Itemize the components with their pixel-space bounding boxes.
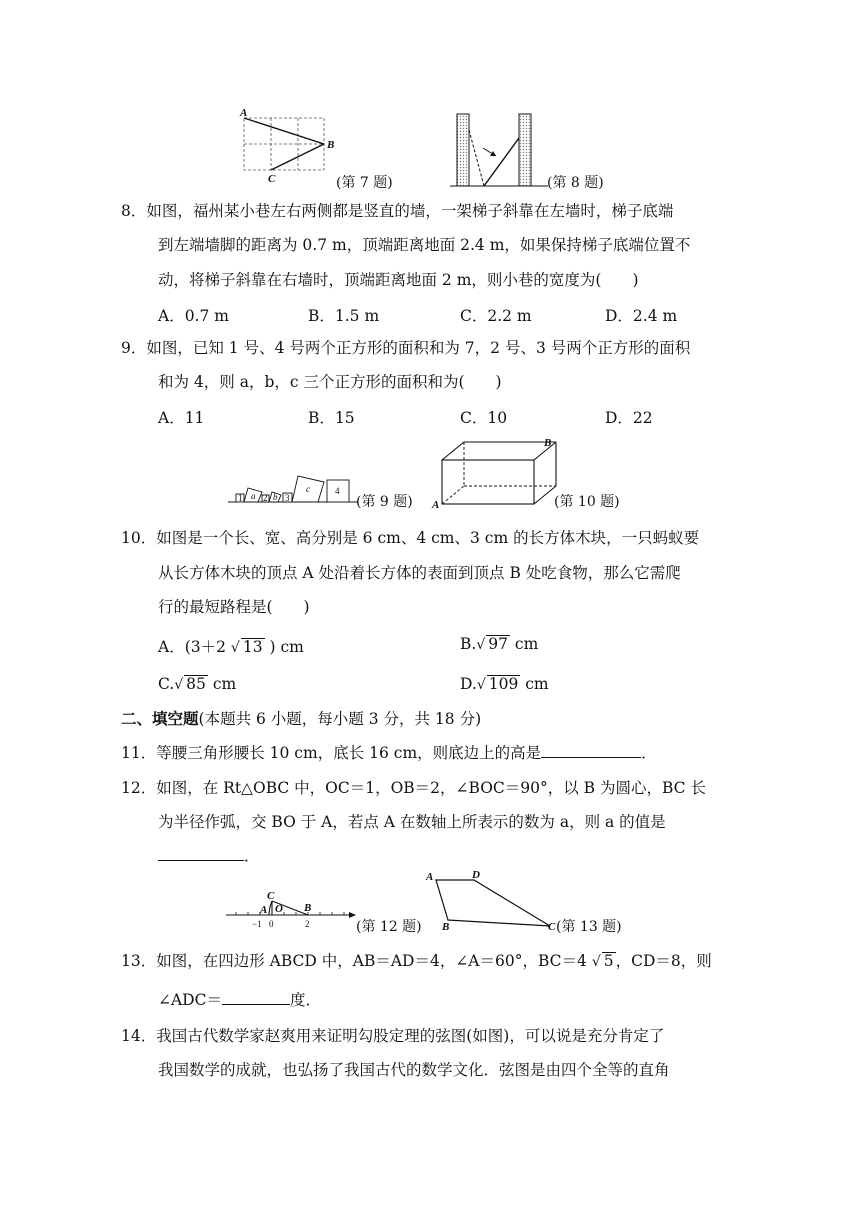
section-2-title: 二、填空题	[121, 709, 199, 728]
q10-option-d-pre: D.	[460, 675, 477, 693]
q12-text-1: 如图，在 Rt△OBC 中，OC＝1，OB＝2，∠BOC＝90°，以 B 为圆心，BC 长	[156, 779, 706, 797]
q12-number: 12．	[121, 779, 157, 797]
figure-13	[420, 868, 560, 932]
fig9-label-a: a	[251, 491, 256, 501]
fig9-label-4: 4	[335, 486, 340, 496]
q13-answer-blank[interactable]	[222, 990, 290, 1005]
q10-option-c-radicand: 85	[186, 675, 206, 693]
q10-option-c-post: cm	[207, 675, 237, 693]
q10-option-b[interactable]: B.√ 97 cm	[460, 635, 539, 653]
q10-option-d[interactable]: D.√ 109 cm	[460, 675, 549, 693]
fig13-label-a: A	[426, 871, 434, 883]
q14-line-1	[121, 1026, 664, 1046]
fig9-caption: (第 9 题)	[356, 494, 413, 510]
q13-text-1-pre: 如图，在四边形 ABCD 中，AB＝AD＝4，∠A＝60°，BC＝4	[156, 952, 587, 970]
fig12-caption: (第 12 题)	[356, 919, 422, 935]
q13-text-2-pre: ∠ADC＝	[158, 991, 222, 1009]
q10-line-1	[121, 528, 699, 548]
q12-end: ．	[244, 847, 260, 865]
q10-text-1: 如图是一个长、宽、高分别是 6 cm、4 cm、3 cm 的长方体木块，一只蚂蚁要	[156, 529, 700, 547]
q11-end: ．	[641, 744, 657, 762]
q8-option-c[interactable]: C．2.2 m	[460, 307, 532, 325]
fig9-label-3: 3	[285, 493, 290, 503]
q13-text-2-post: 度．	[289, 991, 321, 1009]
q8-line-1	[121, 201, 673, 221]
q10-option-d-post: cm	[520, 675, 549, 693]
q10-number: 10．	[121, 529, 157, 547]
fig10-label-a: A	[432, 499, 440, 511]
fig12-label-b: B	[304, 902, 312, 914]
q12-line-1	[121, 778, 706, 798]
q8-number: 8．	[121, 202, 147, 220]
q10-option-a-radicand: 13	[242, 638, 263, 656]
fig10-caption: (第 10 题)	[554, 494, 620, 510]
section-2-desc: (本题共 6 小题，每小题 3 分，共 18 分)	[198, 710, 482, 728]
q9-number: 9．	[121, 339, 147, 357]
q14-text-1: 我国古代数学家赵爽用来证明勾股定理的弦图(如图)，可以说是充分肯定了	[156, 1027, 665, 1045]
fig13-caption: (第 13 题)	[556, 919, 622, 935]
q10-text-2: 从长方体木块的顶点 A 处沿着长方体的表面到顶点 B 处吃食物，那么它需爬	[158, 564, 681, 582]
fig12-label-a: A	[260, 904, 268, 916]
q11-number: 11．	[121, 744, 157, 762]
figure-8	[450, 112, 550, 188]
fig9-label-c: c	[306, 484, 310, 494]
q8-text-2: 到左端墙脚的距离为 0.7 m，顶端距离地面 2.4 m，如果保持梯子底端位置不	[158, 236, 691, 254]
q11-line	[121, 743, 657, 763]
figure-12	[224, 889, 358, 933]
q9-option-a[interactable]: A．11	[158, 409, 205, 427]
q11-text: 等腰三角形腰长 10 cm，底长 16 cm，则底边上的高是	[156, 744, 542, 762]
q12-line-3	[158, 846, 260, 866]
q12-answer-blank[interactable]	[158, 846, 244, 861]
q10-option-a-pre: A．(3＋2	[158, 638, 226, 656]
q12-text-2: 为半径作弧，交 BO 于 A，若点 A 在数轴上所表示的数为 a，则 a 的值是	[158, 813, 666, 831]
q8-text-3: 动，将梯子斜靠在右墙时，顶端距离地面 2 m，则小巷的宽度为( )	[158, 271, 639, 289]
q8-option-a[interactable]: A．0.7 m	[158, 307, 229, 325]
fig8-caption: (第 8 题)	[547, 175, 604, 191]
fig13-label-b: B	[442, 921, 450, 933]
fig7-label-b: B	[327, 139, 335, 151]
q11-answer-blank[interactable]	[541, 743, 641, 758]
figure-10	[432, 436, 562, 510]
fig13-label-c: C	[548, 921, 556, 933]
q9-text-2: 和为 4，则 a，b，c 三个正方形的面积和为( )	[158, 373, 502, 391]
q13-line-1: 13．如图，在四边形 ABCD 中，AB＝AD＝4，∠A＝60°，BC＝4 √ 5 ，CD＝8，则	[121, 952, 712, 970]
q9-text-1: 如图，已知 1 号、4 号两个正方形的面积和为 7，2 号、3 号两个正方形的面积	[146, 339, 691, 357]
q10-text-3: 行的最短路程是( )	[158, 598, 310, 616]
q13-line-2	[158, 990, 321, 1010]
fig9-label-b: b	[273, 492, 278, 502]
fig12-label-c: C	[267, 890, 275, 902]
fig9-label-2: 2	[263, 493, 268, 503]
q14-number: 14．	[121, 1027, 157, 1045]
q9-option-b[interactable]: B．15	[308, 409, 355, 427]
q13-text-1-post: ，CD＝8，则	[615, 952, 712, 970]
fig12-tick-2: 2	[305, 919, 310, 929]
q10-option-c[interactable]: C.√ 85 cm	[158, 675, 237, 693]
q13-number: 13．	[121, 952, 157, 970]
q9-line-1	[121, 338, 690, 358]
q10-option-a[interactable]: A．(3＋2 √ 13 ) cm	[158, 638, 304, 656]
figure-7	[236, 106, 346, 186]
fig10-label-b: B	[544, 437, 552, 449]
fig12-label-o: O	[275, 903, 283, 915]
q9-option-c[interactable]: C．10	[460, 409, 508, 427]
fig7-label-c: C	[268, 173, 276, 185]
fig12-tick-minus1: −1	[252, 919, 262, 929]
fig13-label-d: D	[472, 869, 480, 881]
q13-radicand: 5	[603, 952, 614, 970]
fig12-tick-0: 0	[269, 919, 274, 929]
figure-9	[228, 468, 358, 504]
q10-option-d-radicand: 109	[488, 675, 519, 693]
q10-option-a-post: ) cm	[269, 638, 304, 656]
q14-text-2: 我国数学的成就，也弘扬了我国古代的数学文化．弦图是由四个全等的直角	[158, 1061, 670, 1079]
fig7-caption: (第 7 题)	[336, 175, 393, 191]
fig9-label-1: 1	[238, 493, 243, 503]
q10-option-b-post: cm	[509, 635, 539, 653]
q8-option-b[interactable]: B．1.5 m	[308, 307, 380, 325]
q10-option-b-pre: B.	[460, 635, 477, 653]
q8-option-d[interactable]: D．2.4 m	[605, 307, 678, 325]
q9-option-d[interactable]: D．22	[605, 409, 653, 427]
q8-text-1: 如图，福州某小巷左右两侧都是竖直的墙，一架梯子斜靠在左墙时，梯子底端	[146, 202, 674, 220]
fig7-label-a: A	[240, 107, 248, 119]
q10-option-b-radicand: 97	[488, 635, 508, 653]
q10-option-c-pre: C.	[158, 675, 175, 693]
section-2-heading	[121, 709, 481, 729]
